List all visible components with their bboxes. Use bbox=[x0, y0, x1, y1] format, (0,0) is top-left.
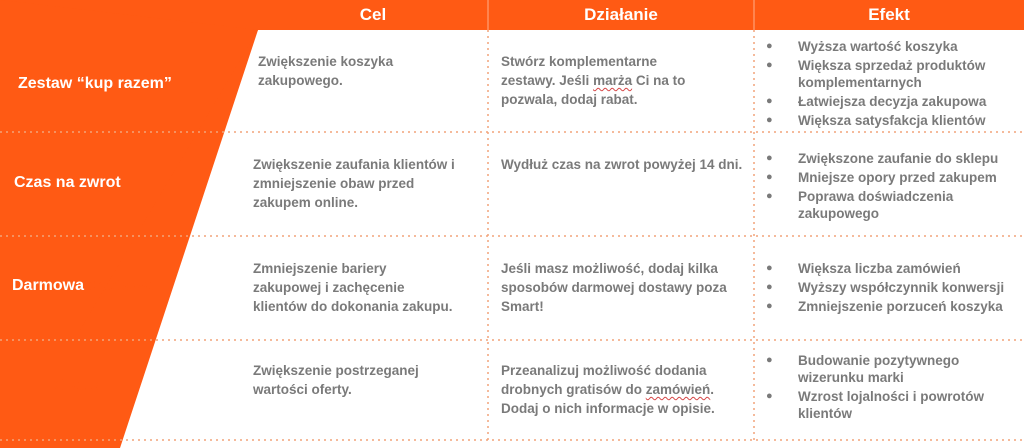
row-label-gratis: Gratis bbox=[53, 377, 100, 394]
cell-dzialanie: Wydłuż czas na zwrot powyżej 14 dni. bbox=[501, 157, 743, 172]
cell-cel: Zwiększenie zaufania klientów i zmniejszenie obaw przed zakupem online. bbox=[253, 157, 455, 210]
cell-cel: Zmniejszenie bariery zakupowej i zachęcenie klientów do dokonania zakupu. bbox=[253, 261, 453, 314]
row-label-zestaw: Zestaw “kup razem” bbox=[18, 75, 172, 92]
list-item-text: Wyższa wartość koszyka bbox=[798, 39, 958, 54]
list-item bbox=[754, 150, 1022, 167]
list-item bbox=[754, 93, 1022, 110]
list-item-text: Budowanie pozytywnego wizerunku marki bbox=[798, 353, 960, 385]
column-header-cel: Cel bbox=[359, 5, 387, 24]
list-item bbox=[754, 352, 1022, 386]
bullet-icon: ● bbox=[766, 190, 773, 202]
row-label-czas-na-zwrot: Czas na zwrot bbox=[14, 174, 121, 191]
bullet-icon: ● bbox=[766, 152, 773, 164]
row-label-part: Darmowa bbox=[12, 277, 85, 294]
list-item-text: Łatwiejsza decyzja zakupowa bbox=[798, 94, 987, 109]
list-item-text: Zmniejszenie porzuceń koszyka bbox=[798, 299, 1003, 314]
list-item-text: Zwiększone zaufanie do sklepu bbox=[798, 151, 999, 166]
list-item-text: Wzrost lojalności i powrotów klientów bbox=[798, 389, 985, 421]
cell-cel: Zwiększenie koszyka zakupowego. bbox=[258, 54, 394, 88]
list-item bbox=[754, 188, 1022, 222]
cell-dzialanie bbox=[501, 361, 746, 418]
list-item-text: Mniejsze opory przed zakupem bbox=[798, 170, 997, 185]
cell-text: . Dodaj o nich informacje w opisie. bbox=[501, 382, 715, 416]
list-item-text: Większa liczba zamówień bbox=[798, 261, 961, 276]
list-item bbox=[754, 112, 1022, 129]
cell-efekt bbox=[754, 38, 1022, 131]
bullet-icon: ● bbox=[766, 114, 773, 126]
list-item-text: Większa sprzedaż produktów komplementarnych bbox=[798, 58, 986, 90]
column-header-dzialanie: Działanie bbox=[584, 5, 658, 24]
list-item-text: Poprawa doświadczenia zakupowego bbox=[798, 189, 954, 221]
cell-text: pozwala, dodaj rabat. bbox=[501, 92, 638, 107]
bullet-icon: ● bbox=[766, 354, 773, 366]
bullet-icon: ● bbox=[766, 40, 773, 52]
cell-efekt bbox=[754, 352, 1022, 424]
cell-cel: Zwiększenie postrzeganej wartości oferty. bbox=[253, 363, 419, 397]
bullet-icon: ● bbox=[766, 300, 773, 312]
spellcheck-word: marża bbox=[593, 73, 633, 88]
row-label-darmowa-dostawa bbox=[12, 277, 153, 295]
bullet-icon: ● bbox=[766, 95, 773, 107]
column-header-efekt: Efekt bbox=[868, 5, 910, 24]
list-item bbox=[754, 298, 1022, 315]
bullet-icon: ● bbox=[766, 171, 773, 183]
bullet-icon: ● bbox=[766, 281, 773, 293]
cell-text: Ci na to bbox=[632, 73, 686, 88]
list-item-text: Wyższy współczynnik konwersji bbox=[798, 280, 1005, 295]
list-item-text: Większa satysfakcja klientów bbox=[798, 113, 986, 128]
list-item bbox=[754, 57, 1022, 91]
bullet-icon: ● bbox=[766, 390, 773, 402]
bullet-icon: ● bbox=[766, 59, 773, 71]
list-item bbox=[754, 388, 1022, 422]
bullet-icon: ● bbox=[766, 262, 773, 274]
list-item bbox=[754, 260, 1022, 277]
cell-text: zestawy. Jeśli bbox=[501, 73, 594, 88]
cell-efekt bbox=[754, 150, 1022, 224]
spellcheck-word: zamówień bbox=[645, 382, 711, 397]
cell-text: Przeanalizuj możliwość dodania drobnych gratisów do bbox=[501, 363, 707, 397]
list-item bbox=[754, 38, 1022, 55]
cell-text: Stwórz komplementarne bbox=[501, 54, 658, 69]
cell-dzialanie: Jeśli masz możliwość, dodaj kilka sposobów darmowej dostawy poza Smart! bbox=[501, 261, 727, 314]
cell-dzialanie bbox=[501, 52, 741, 109]
list-item bbox=[754, 279, 1022, 296]
cell-efekt bbox=[754, 260, 1022, 317]
row-label-part: dostawa bbox=[84, 277, 153, 294]
list-item bbox=[754, 169, 1022, 186]
